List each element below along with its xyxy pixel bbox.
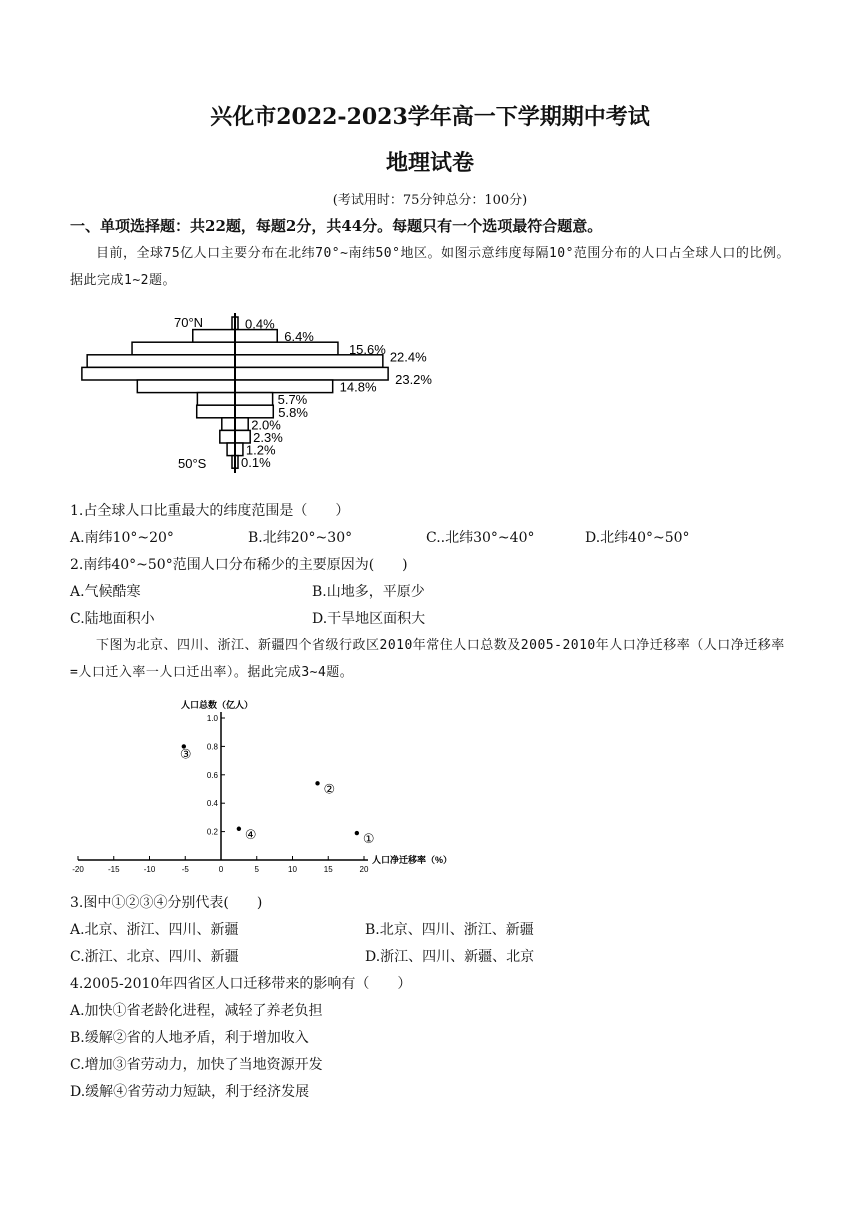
q2-option-d[interactable]: D.干旱地区面积大 (312, 611, 426, 627)
x-tick-label: 15 (323, 865, 333, 874)
q1-option-b[interactable]: B.北纬20°~30° (248, 530, 353, 546)
data-point (315, 781, 319, 785)
q4-stem: 4.2005-2010年四省区人口迁移带来的影响有（ ） (70, 976, 412, 992)
x-tick-label: 10 (288, 865, 297, 874)
q1-option-d[interactable]: D.北纬40°~50° (585, 530, 690, 546)
y-tick-label: 0.6 (206, 770, 218, 780)
x-axis-label: 人口净迁移率（%） (372, 855, 453, 865)
exam-info: (考试用时：75分钟总分：100分) (332, 193, 528, 208)
percent-label: 0.1% (241, 455, 271, 471)
percent-label: 22.4% (389, 349, 427, 365)
q1-stem: 1.占全球人口比重最大的纬度范围是（ ） (70, 503, 350, 519)
percent-label: 2.3% (253, 430, 283, 445)
q3-stem: 3.图中①②③④分别代表( ) (70, 895, 263, 911)
y-tick-label: 0.2 (206, 827, 218, 837)
y-axis-label: 人口总数（亿人） (181, 700, 254, 710)
point-label: ① (362, 831, 375, 847)
percent-label: 0.4% (245, 316, 275, 332)
latitude-population-chart (68, 305, 448, 480)
percent-label: 15.6% (348, 341, 386, 357)
point-label: ② (323, 781, 336, 797)
data-point (355, 831, 359, 835)
percent-label: 5.7% (277, 392, 308, 408)
q3-option-a[interactable]: A.北京、浙江、四川、新疆 (70, 922, 239, 938)
percent-label: 5.8% (278, 404, 308, 420)
q4-option-b[interactable]: B.缓解②省的人地矛盾，利于增加收入 (70, 1030, 309, 1046)
y-tick-label: 1.0 (206, 714, 218, 723)
q2-option-a[interactable]: A.气候酷寒 (70, 584, 141, 600)
x-tick-label: 5 (254, 865, 259, 874)
point-label: ③ (179, 746, 192, 762)
top-latitude-label: 70°N (174, 315, 204, 330)
percent-label: 23.2% (395, 372, 432, 387)
percent-label: 2.0% (251, 417, 281, 433)
x-tick-label: -10 (143, 865, 156, 874)
migration-scatter-chart (68, 692, 468, 882)
q3-option-b[interactable]: B.北京、四川、浙江、新疆 (365, 922, 534, 938)
data-point (237, 827, 241, 831)
passage-1: 目前，全球75亿人口主要分布在北纬70°~南纬50°地区。如图示意纬度每隔10°范围分布的人口占全球人口的比例。据此完成1~2题。 (70, 246, 790, 288)
x-tick-label: 20 (359, 865, 369, 874)
q3-option-d[interactable]: D.浙江、四川、新疆、北京 (365, 949, 535, 965)
exam-title: 兴化市2022-2023学年高一下学期期中考试 (210, 104, 650, 130)
q2-stem: 2.南纬40°~50°范围人口分布稀少的主要原因为( ) (70, 557, 408, 573)
q3-option-c[interactable]: C.浙江、北京、四川、新疆 (70, 949, 239, 965)
q4-option-a[interactable]: A.加快①省老龄化进程，减轻了养老负担 (70, 1003, 323, 1019)
x-tick-label: -15 (107, 865, 120, 874)
q2-option-c[interactable]: C.陆地面积小 (70, 611, 155, 627)
section-heading: 一、单项选择题：共22题，每题2分，共44分。每题只有一个选项最符合题意。 (70, 217, 603, 235)
x-tick-label: -20 (72, 865, 84, 874)
q1-option-c[interactable]: C..北纬30°~40° (426, 530, 535, 546)
q2-option-b[interactable]: B.山地多，平原少 (312, 584, 425, 600)
exam-subtitle: 地理试卷 (385, 150, 474, 176)
x-tick-label: 0 (218, 865, 224, 874)
y-tick-label: 0.8 (206, 742, 218, 752)
y-tick-label: 0.4 (206, 799, 218, 809)
q4-option-c[interactable]: C.增加③省劳动力，加快了当地资源开发 (70, 1057, 323, 1073)
passage-2: 下图为北京、四川、浙江、新疆四个省级行政区2010年常住人口总数及2005-2010年人口净迁移率（人口净迁移率=人口迁入率一人口迁出率）。据此完成3~4题。 (70, 638, 785, 680)
percent-label: 6.4% (284, 329, 314, 345)
bottom-latitude-label: 50°S (178, 456, 207, 471)
q4-option-d[interactable]: D.缓解④省劳动力短缺，利于经济发展 (70, 1084, 310, 1100)
point-label: ④ (244, 826, 257, 842)
q1-option-a[interactable]: A.南纬10°~20° (70, 530, 174, 546)
x-tick-label: -5 (181, 865, 189, 874)
percent-label: 14.8% (339, 379, 377, 395)
percent-label: 1.2% (245, 442, 276, 458)
